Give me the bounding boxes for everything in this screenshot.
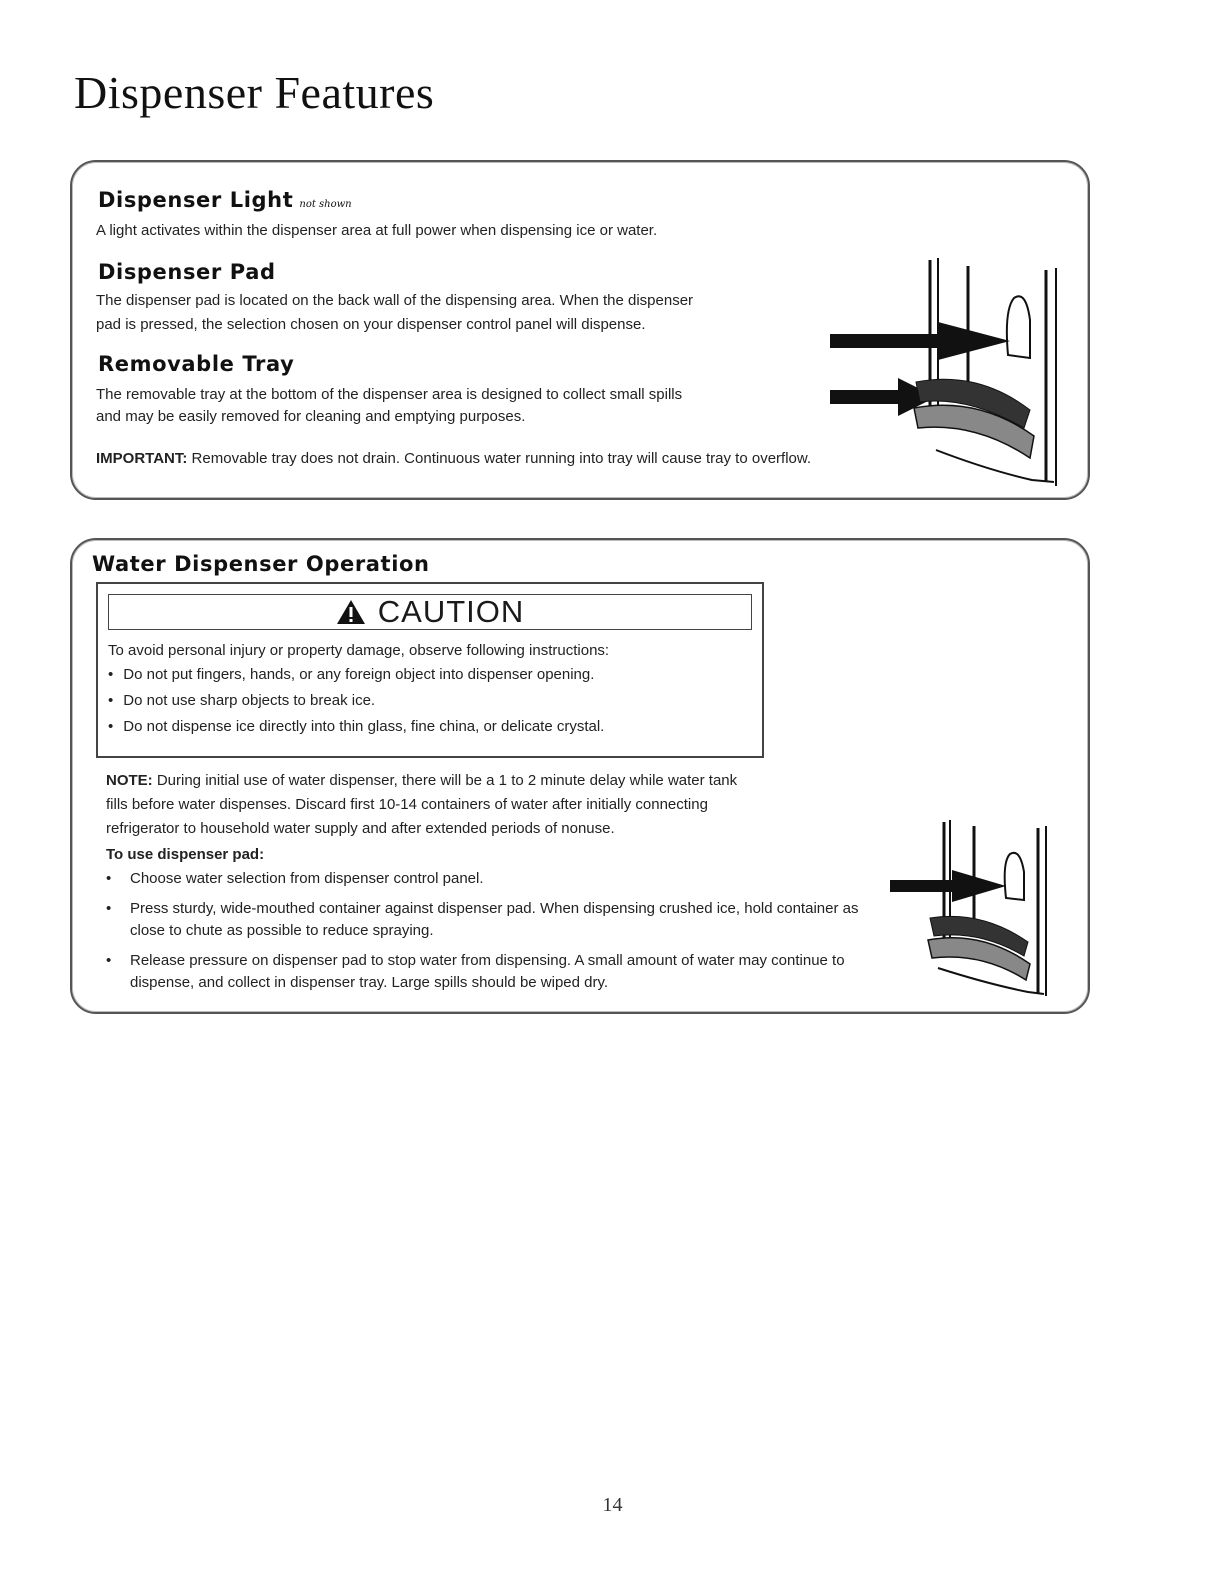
page-title: Dispenser Features bbox=[74, 67, 435, 118]
note-label: NOTE: bbox=[106, 772, 153, 789]
note-line2: fills before water dispenses. Discard first 10-14 containers of water after initially connecting bbox=[106, 796, 708, 813]
important-label: IMPORTANT: bbox=[96, 450, 188, 467]
dispenser-pad-heading: Dispenser Pad bbox=[98, 260, 276, 284]
dispenser-features-panel bbox=[70, 160, 1090, 500]
caution-header bbox=[108, 594, 752, 630]
note-line3: refrigerator to household water supply and after extended periods of nonuse. bbox=[106, 820, 615, 837]
pad-instructions-heading: To use dispenser pad: bbox=[106, 846, 265, 863]
pad-instructions-list bbox=[102, 868, 892, 1002]
dispenser-pad-text-line2: pad is pressed, the selection chosen on your dispenser control panel will dispense. bbox=[96, 316, 646, 333]
caution-title: CAUTION bbox=[377, 594, 525, 629]
caution-item: • Do not put fingers, hands, or any foreign object into dispenser opening. bbox=[108, 664, 604, 686]
caution-item: • Do not use sharp objects to break ice. bbox=[108, 690, 604, 712]
removable-tray-text-line1: The removable tray at the bottom of the dispenser area is designed to collect small spills bbox=[96, 386, 683, 403]
pad-instruction-item: • Choose water selection from dispenser control panel. bbox=[102, 868, 892, 890]
pad-instruction-item: • Release pressure on dispenser pad to stop water from dispensing. A small amount of water may continue to dispense, and collect in dispenser tray. Large spills should be wiped dry. bbox=[102, 950, 892, 994]
removable-tray-text-line2: and may be easily removed for cleaning and emptying purposes. bbox=[96, 408, 526, 425]
caution-box bbox=[96, 582, 764, 758]
water-dispenser-panel bbox=[70, 538, 1090, 1014]
dispenser-illustration-small bbox=[888, 818, 1068, 998]
pad-instruction-item: • Press sturdy, wide-mouthed container against dispenser pad. When dispensing crushed ice, hold container as close to chute as possible to reduce spraying. bbox=[102, 898, 892, 942]
dispenser-light-heading: Dispenser Light not shown bbox=[98, 188, 352, 212]
not-shown-note: not shown bbox=[299, 199, 352, 210]
caution-item: • Do not dispense ice directly into thin glass, fine china, or delicate crystal. bbox=[108, 716, 604, 738]
water-dispenser-heading: Water Dispenser Operation bbox=[92, 552, 430, 576]
important-text: Removable tray does not drain. Continuous water running into tray will cause tray to overflow. bbox=[187, 450, 812, 467]
dispenser-illustration bbox=[828, 250, 1090, 490]
caution-intro: To avoid personal injury or property damage, observe following instructions: bbox=[108, 642, 610, 659]
dispenser-pad-text-line1: The dispenser pad is located on the back wall of the dispensing area. When the dispenser bbox=[96, 292, 694, 309]
note-line1: NOTE: During initial use of water dispenser, there will be a 1 to 2 minute delay while water tank bbox=[106, 772, 738, 789]
warning-icon bbox=[336, 599, 366, 625]
caution-list bbox=[108, 664, 604, 742]
important-note bbox=[96, 448, 811, 470]
dispenser-light-text: A light activates within the dispenser area at full power when dispensing ice or water. bbox=[96, 222, 658, 239]
page-number: 14 bbox=[602, 1494, 623, 1516]
removable-tray-heading: Removable Tray bbox=[98, 352, 295, 376]
